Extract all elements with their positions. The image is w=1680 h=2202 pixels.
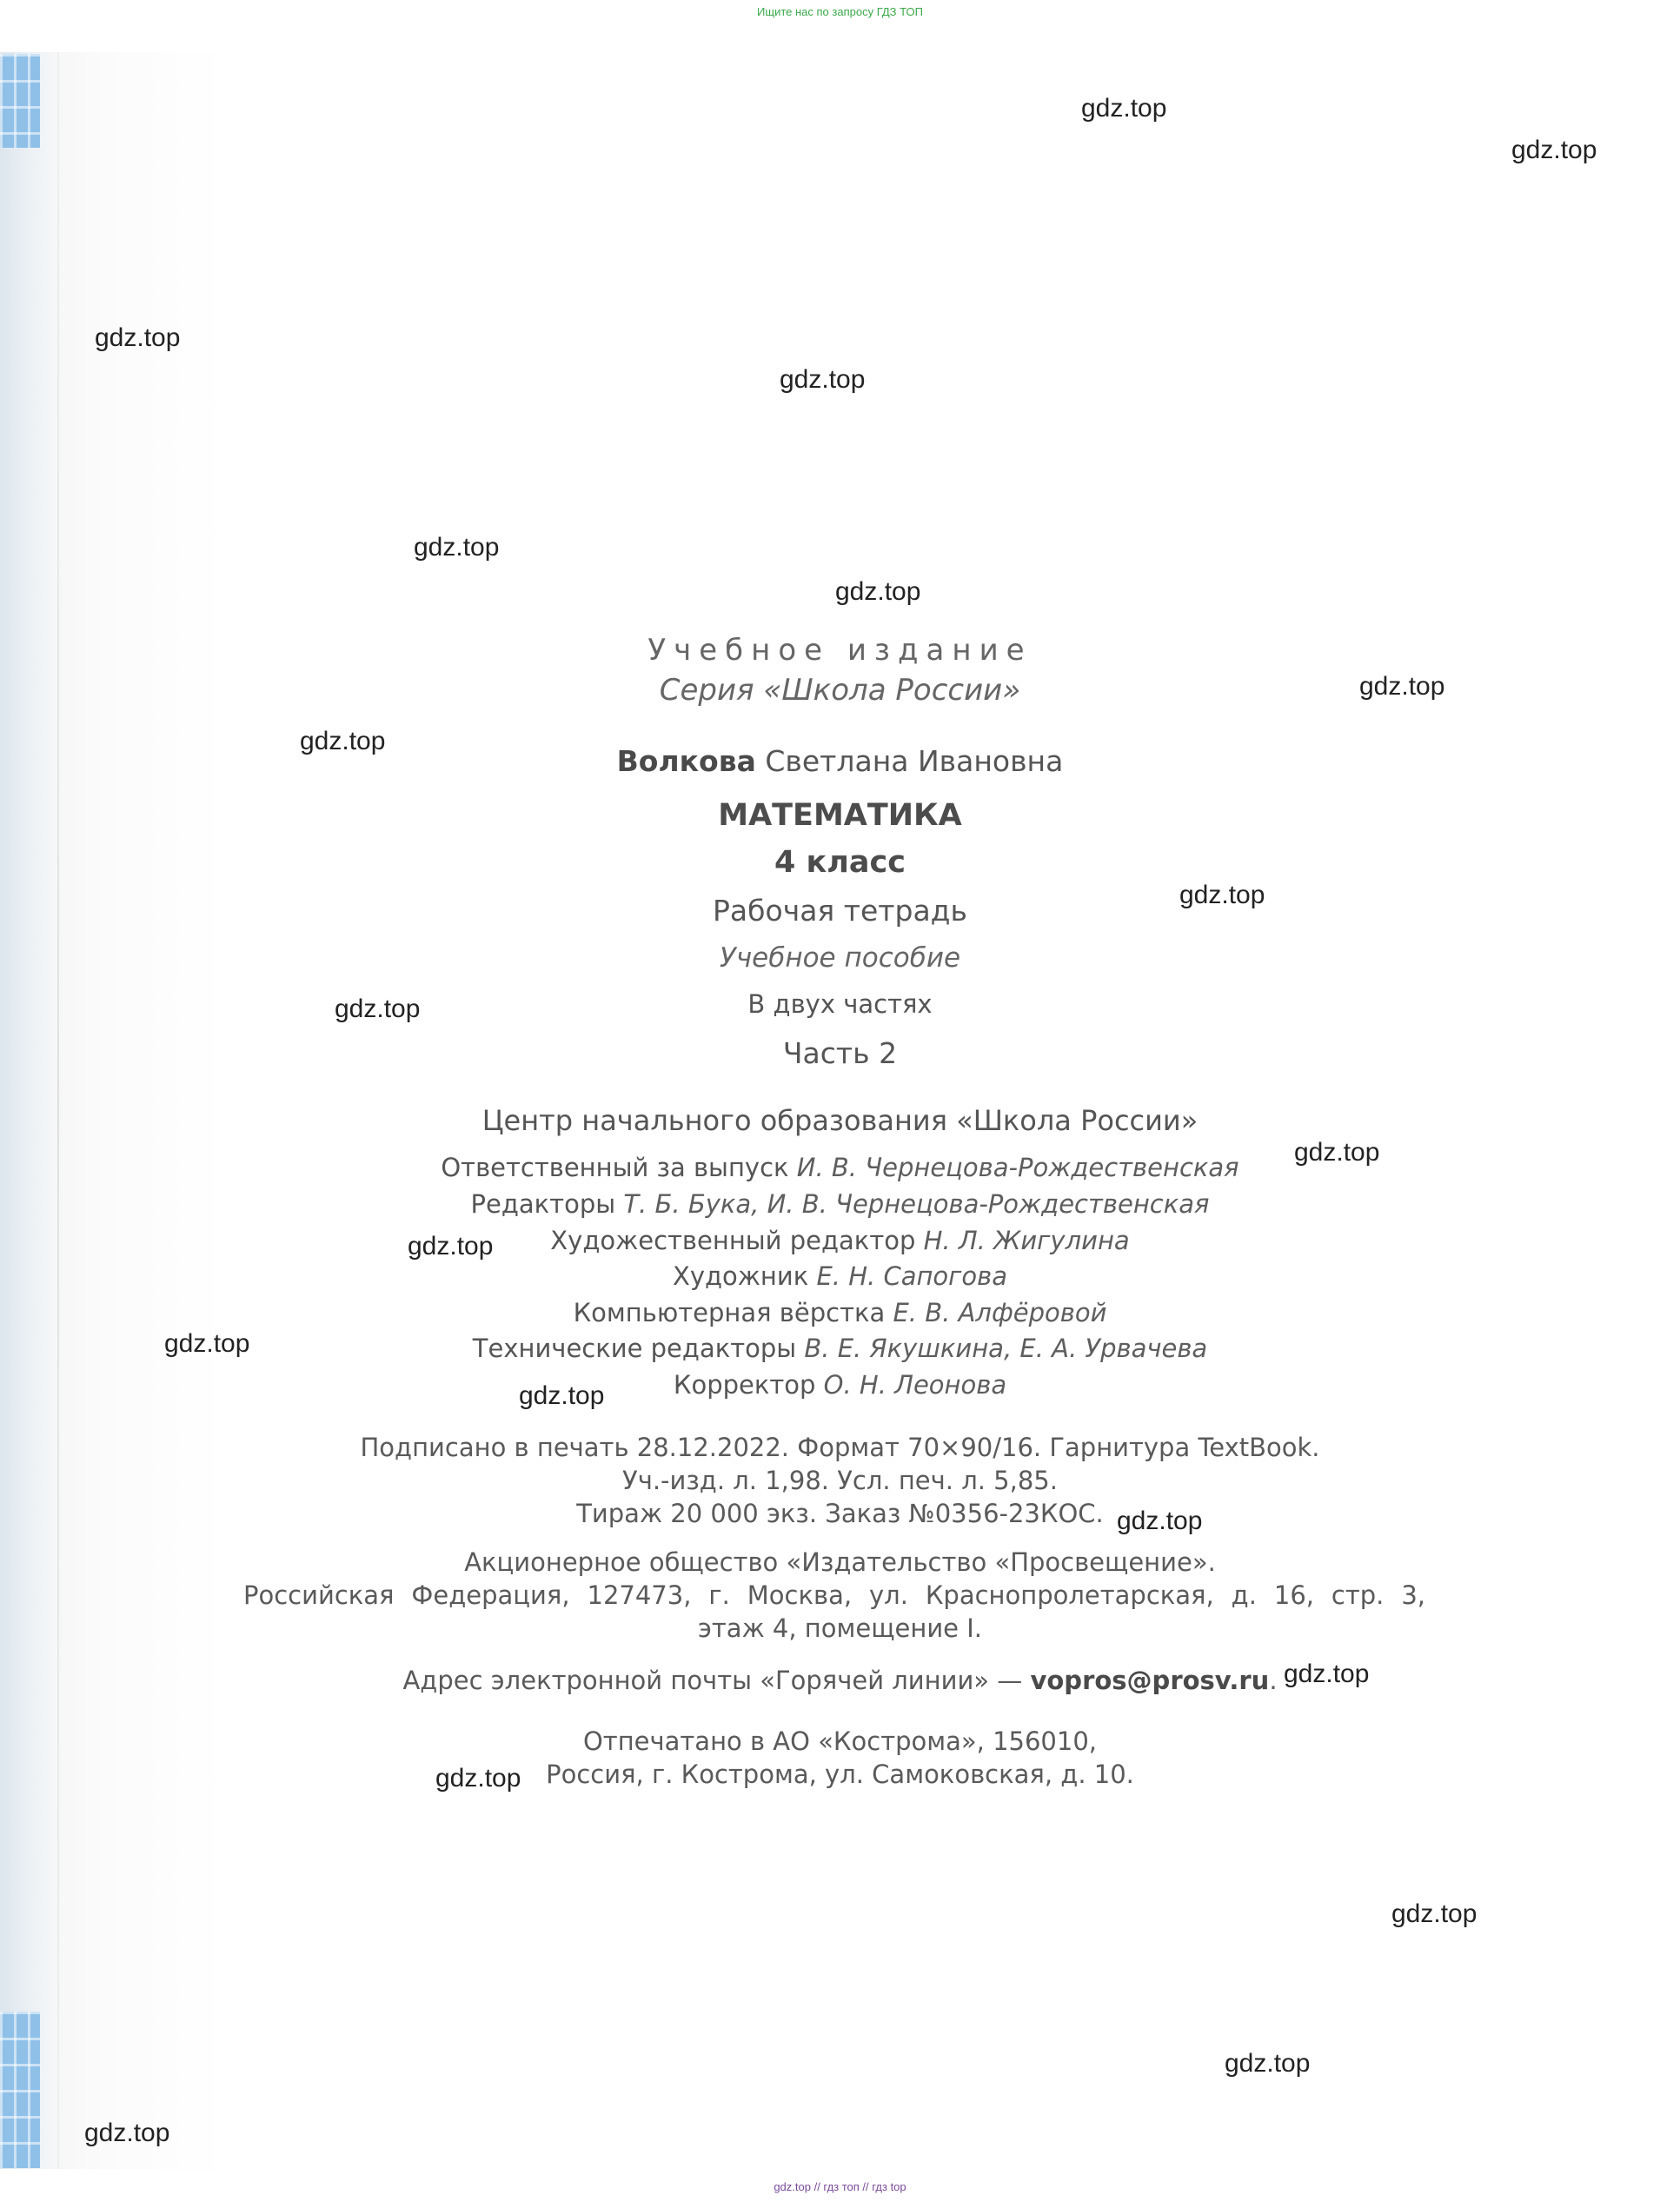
credit-line: [0, 1298, 1680, 1327]
printer-line: Отпечатано в АО «Кострома», 156010,: [582, 1726, 1098, 1756]
subject-title: МАТЕМАТИКА: [718, 798, 962, 833]
watermark: gdz.top: [435, 1764, 521, 1793]
credit-names: Н. Л. Жигулина: [923, 1226, 1130, 1255]
cover-edge-top: [0, 54, 40, 148]
watermark: gdz.top: [84, 2119, 170, 2147]
watermark: gdz.top: [300, 727, 386, 755]
watermark: gdz.top: [335, 995, 421, 1023]
credit-role: Компьютерная вёрстка: [573, 1298, 886, 1327]
credit-names: В. Е. Якушкина, Е. А. Урвачева: [804, 1334, 1208, 1363]
print-info-line: Тираж 20 000 экз. Заказ №0356-23КОС.: [576, 1499, 1104, 1528]
watermark: gdz.top: [1391, 1899, 1477, 1928]
credit-role: Редакторы: [470, 1189, 616, 1219]
book-type: Рабочая тетрадь: [713, 894, 967, 928]
credit-role: Художник: [672, 1261, 809, 1291]
print-info-line: Подписано в печать 28.12.2022. Формат 70×90/16. Гарнитура TextBook.: [360, 1433, 1320, 1462]
email-label: Адрес электронной почты «Горячей линии» —: [402, 1666, 1023, 1695]
manual-type: Учебное пособие: [719, 942, 961, 974]
grade: 4 класс: [774, 845, 906, 880]
watermark: gdz.top: [780, 365, 866, 394]
watermark: gdz.top: [1511, 136, 1597, 164]
credit-line: [0, 1153, 1680, 1182]
credit-line: [0, 1226, 1680, 1255]
author-name: Светлана Ивановна: [765, 744, 1064, 778]
series-title: Серия «Школа России»: [659, 673, 1021, 708]
top-banner: Ищите нас по запросу ГДЗ ТОП: [757, 5, 923, 18]
credit-line: [0, 1334, 1680, 1363]
watermark: gdz.top: [164, 1329, 250, 1358]
author: [0, 744, 1680, 778]
credit-line: [0, 1261, 1680, 1291]
watermark: gdz.top: [408, 1232, 494, 1261]
watermark: gdz.top: [1081, 94, 1167, 123]
credit-role: Художественный редактор: [550, 1226, 916, 1255]
watermark: gdz.top: [414, 533, 500, 562]
watermark: gdz.top: [95, 323, 181, 352]
credit-names: Т. Б. Бука, И. В. Чернецова-Рождественская: [623, 1189, 1210, 1219]
watermark: gdz.top: [1117, 1507, 1203, 1535]
credit-names: О. Н. Леонова: [823, 1370, 1007, 1400]
email-period: .: [1269, 1666, 1278, 1695]
cover-edge-bottom: [0, 2012, 40, 2168]
watermark: gdz.top: [1359, 672, 1445, 701]
credit-role: Корректор: [673, 1370, 816, 1400]
watermark: gdz.top: [519, 1381, 605, 1410]
edition-type: Учебное издание: [647, 633, 1033, 668]
parts-count: В двух частях: [747, 989, 933, 1019]
credit-line: [0, 1189, 1680, 1219]
print-info-line: Уч.-изд. л. 1,98. Усл. печ. л. 5,85.: [622, 1466, 1058, 1495]
credit-role: Ответственный за выпуск: [441, 1153, 789, 1182]
hotline-email-line: [0, 1666, 1680, 1695]
credit-names: Е. Н. Сапогова: [816, 1261, 1008, 1291]
publisher-line: этаж 4, помещение I.: [697, 1613, 983, 1643]
watermark: gdz.top: [1225, 2049, 1311, 2078]
email-address: vopros@prosv.ru: [1030, 1666, 1270, 1695]
credit-role: Технические редакторы: [472, 1334, 797, 1363]
publisher-line: Акционерное общество «Издательство «Просвещение».: [464, 1547, 1216, 1577]
watermark: gdz.top: [1294, 1138, 1380, 1167]
publisher-address: Российская Федерация, 127473, г. Москва, ул. Краснопролетарская, д. 16, стр. 3,: [243, 1580, 1425, 1610]
education-center: Центр начального образования «Школа России»: [481, 1104, 1199, 1137]
credit-names: Е. В. Алфёровой: [893, 1298, 1107, 1327]
bottom-banner: gdz.top // гдз топ // гдз top: [774, 2180, 906, 2193]
watermark: gdz.top: [1284, 1660, 1370, 1688]
watermark: gdz.top: [835, 577, 921, 606]
watermark: gdz.top: [1179, 881, 1265, 909]
part-number: Часть 2: [782, 1036, 898, 1070]
author-surname: Волкова: [616, 744, 756, 778]
credit-names: И. В. Чернецова-Рождественская: [796, 1153, 1239, 1182]
credit-line: [0, 1370, 1680, 1400]
printer-line: Россия, г. Кострома, ул. Самоковская, д. 10.: [546, 1760, 1134, 1789]
